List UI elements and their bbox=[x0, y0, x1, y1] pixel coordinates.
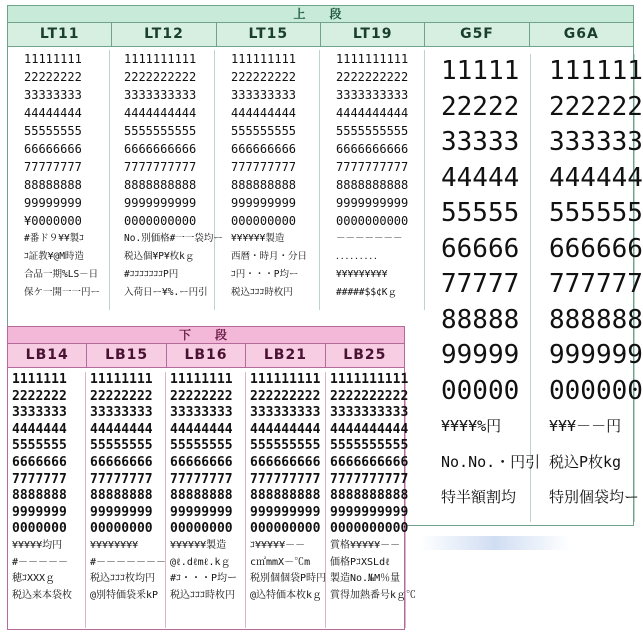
sample-line: 999999 bbox=[549, 340, 643, 370]
sample-line: 777777777 bbox=[250, 471, 321, 487]
sample-line: 特半額割均 bbox=[441, 488, 517, 506]
sample-line: 7777777777 bbox=[336, 160, 409, 174]
sample-line: #－－－－－ bbox=[12, 556, 69, 568]
sample-line: 55555555 bbox=[170, 438, 233, 454]
sample-line: 保ケ一開一一円ー bbox=[24, 287, 101, 298]
sample-line: 88888 bbox=[441, 304, 520, 335]
sample-line: 賞格¥¥¥¥¥－－ bbox=[330, 539, 401, 551]
sample-line: 555555 bbox=[549, 198, 643, 228]
sample-line: 8888888888 bbox=[124, 178, 197, 192]
sample-line: 999999999 bbox=[250, 504, 321, 520]
sample-line: ｺ¥¥¥¥¥－－ bbox=[250, 539, 306, 551]
sample-line: 税別個個袋P時円 bbox=[250, 573, 327, 585]
sample-line: 000000 bbox=[549, 375, 643, 406]
sample-line: 77777777 bbox=[90, 471, 153, 487]
sample-line: 2222222222 bbox=[330, 388, 409, 404]
sample-line: 111111111 bbox=[250, 372, 321, 387]
lower-header-row bbox=[8, 344, 404, 368]
sample-line: 6666666 bbox=[12, 454, 67, 470]
sample-line: 3333333333 bbox=[124, 88, 197, 102]
sample-line: ¥0000000 bbox=[24, 214, 82, 228]
sample-line: 賞得加熱番号kｇ℃ bbox=[330, 589, 417, 601]
sample-line: 55555555 bbox=[24, 124, 82, 138]
sample-line: ¥¥¥¥¥¥¥¥¥ bbox=[336, 269, 388, 280]
sample-line: 44444444 bbox=[90, 421, 153, 437]
sample-line: #－－－－－－－ bbox=[90, 556, 167, 568]
lower-panel bbox=[7, 326, 417, 630]
sample-line: ¥¥¥¥¥均円 bbox=[12, 539, 63, 551]
upper-header-row bbox=[8, 23, 633, 47]
sample-line: 44444444 bbox=[24, 106, 82, 120]
upper-title: 上 段 bbox=[8, 6, 633, 23]
font-sample-column bbox=[246, 372, 326, 628]
sample-line: 00000000 bbox=[90, 521, 153, 537]
sample-line: 8888888888 bbox=[330, 488, 409, 504]
sample-line: @ℓ.dℓmℓ.kｇ bbox=[170, 556, 231, 568]
column-header: LT11 bbox=[8, 23, 112, 46]
sample-line: 44444444 bbox=[170, 421, 233, 437]
sample-line: 7777777777 bbox=[330, 471, 409, 487]
sample-line: 99999 bbox=[441, 340, 520, 370]
sample-line: 11111111 bbox=[170, 372, 233, 387]
column-header: LT15 bbox=[217, 23, 321, 46]
sample-line: 88888888 bbox=[24, 178, 82, 192]
sample-line: 価格PｺXSLdℓ bbox=[330, 556, 390, 568]
sample-line: ¥¥¥¥¥¥製造 bbox=[170, 539, 227, 551]
sample-line: 4444444444 bbox=[124, 106, 197, 120]
sample-line: 555555555 bbox=[231, 124, 297, 138]
column-header: LB15 bbox=[87, 344, 166, 367]
sample-line: 777777777 bbox=[231, 160, 297, 174]
sample-line: 7777777 bbox=[12, 471, 67, 487]
font-sample-column bbox=[531, 54, 643, 522]
sample-line: 税込ｺｺｺ枚均円 bbox=[90, 573, 155, 585]
sample-line: 666666 bbox=[549, 233, 643, 264]
sample-line: 44444 bbox=[441, 162, 520, 193]
sample-line: ¥¥¥¥%円 bbox=[441, 417, 502, 435]
sample-line: 55555555 bbox=[90, 438, 153, 454]
sample-line: 666666666 bbox=[250, 454, 321, 470]
font-sample-column bbox=[166, 372, 246, 628]
sample-line: 88888888 bbox=[90, 488, 153, 504]
sample-line: 444444 bbox=[549, 162, 643, 193]
sample-line: 22222222 bbox=[170, 388, 233, 404]
sample-line: 222222222 bbox=[231, 70, 297, 84]
lower-title: 下 段 bbox=[8, 327, 404, 344]
sample-line: ¥¥¥¥¥¥製造 bbox=[231, 233, 285, 244]
sample-line: 西暦・時月・分日 bbox=[231, 251, 308, 262]
sample-line: 77777 bbox=[441, 269, 520, 299]
sample-line: 66666 bbox=[441, 233, 520, 264]
column-header: LB14 bbox=[8, 344, 87, 367]
sample-line: 333333333 bbox=[250, 405, 321, 421]
sample-line: 99999999 bbox=[90, 504, 153, 520]
sample-line: 555555555 bbox=[250, 438, 321, 454]
sample-line: ｺ円・・・P均ー bbox=[231, 269, 299, 280]
sample-line: 111111111 bbox=[231, 52, 297, 66]
sample-line: 0000000000 bbox=[330, 521, 409, 537]
font-sample-column bbox=[8, 50, 110, 310]
sample-line: 99999999 bbox=[24, 196, 82, 210]
sample-line: 税込ｺｺｺ時枚円 bbox=[170, 589, 235, 601]
sample-line: 11111111 bbox=[24, 52, 82, 66]
column-header: G6A bbox=[563, 26, 599, 42]
sample-line: 5555555555 bbox=[336, 124, 409, 138]
sample-line: 8888888888 bbox=[336, 178, 409, 192]
sample-line: 入荷日ー¥%.ー円引 bbox=[124, 287, 208, 298]
sample-line: 33333333 bbox=[90, 405, 153, 421]
font-sample-column bbox=[110, 50, 223, 310]
sample-line: 000000000 bbox=[231, 214, 297, 228]
sample-line: @別特価袋釆kP bbox=[90, 589, 159, 601]
sample-line: 777777 bbox=[549, 269, 643, 299]
sample-line: #番ド９¥¥製ｺ bbox=[24, 233, 84, 244]
sample-line: －－－－－－－ bbox=[336, 233, 403, 244]
sample-line: 111111 bbox=[549, 56, 643, 86]
sample-line: 合品一期%LS－日 bbox=[24, 269, 99, 280]
font-sample-column bbox=[320, 50, 425, 310]
sample-line: 0000000 bbox=[12, 521, 67, 537]
sample-line: 1111111111 bbox=[336, 52, 409, 66]
sample-line: 22222222 bbox=[24, 70, 82, 84]
sample-line: 4444444 bbox=[12, 421, 67, 437]
sample-line: ．．．．．．．．． bbox=[336, 251, 384, 262]
sample-line: 7777777777 bbox=[124, 160, 197, 174]
sample-line: 99999999 bbox=[170, 504, 233, 520]
sample-line: 0000000000 bbox=[336, 214, 409, 228]
font-sample-column bbox=[425, 54, 541, 522]
sample-line: 77777777 bbox=[170, 471, 233, 487]
sample-line: 00000 bbox=[441, 375, 520, 406]
sample-line: 33333333 bbox=[24, 88, 82, 102]
sample-line: 888888888 bbox=[231, 178, 297, 192]
sample-line: 9999999999 bbox=[124, 196, 197, 210]
sample-line: 特別個袋均ー bbox=[549, 488, 640, 506]
sample-line: 税込ｺｺｺ時枚円 bbox=[231, 287, 293, 298]
column-header: LT12 bbox=[112, 23, 216, 46]
sample-line: 33333 bbox=[441, 127, 520, 157]
sample-line: 6666666666 bbox=[336, 142, 409, 156]
sample-line: #####$$¢Kｇ bbox=[336, 287, 397, 298]
sample-line: 888888888 bbox=[250, 488, 321, 504]
column-header: LB25 bbox=[343, 347, 387, 363]
sample-line: 88888888 bbox=[170, 488, 233, 504]
sample-line: 33333333 bbox=[170, 405, 233, 421]
sample-line: ¥¥¥¥¥¥¥¥ bbox=[90, 539, 139, 551]
sample-line: 8888888 bbox=[12, 488, 67, 504]
sample-line: 222222222 bbox=[250, 388, 321, 404]
sample-line: 444444444 bbox=[231, 106, 297, 120]
sample-line: 税込来本袋枚 bbox=[12, 589, 72, 601]
sample-line: 5555555555 bbox=[124, 124, 197, 138]
sample-line: 3333333333 bbox=[336, 88, 409, 102]
sample-line: 6666666666 bbox=[330, 454, 409, 470]
sample-line: 66666666 bbox=[170, 454, 233, 470]
sample-line: 9999999999 bbox=[330, 504, 409, 520]
column-header: LB21 bbox=[246, 344, 325, 367]
font-sample-column bbox=[8, 372, 86, 628]
column-header: LT19 bbox=[321, 23, 425, 46]
sample-line: 2222222 bbox=[12, 388, 67, 404]
sample-line: 5555555 bbox=[12, 438, 67, 454]
sample-line: 税込P枚kg bbox=[549, 452, 622, 471]
sample-line: 0000000000 bbox=[124, 214, 197, 228]
sample-line: 9999999 bbox=[12, 504, 67, 520]
sample-line: 77777777 bbox=[24, 160, 82, 174]
sample-line: 11111111 bbox=[90, 372, 153, 387]
column-header: G5F bbox=[425, 23, 529, 46]
sample-line: 1111111 bbox=[12, 372, 67, 387]
sample-line: 333333 bbox=[549, 127, 643, 157]
sample-line: 1111111111 bbox=[330, 372, 409, 387]
sample-line: ｺ証教¥@M時造 bbox=[24, 251, 84, 262]
sample-line: 3333333333 bbox=[330, 405, 409, 421]
sample-line: c㎡mmX－℃m bbox=[250, 556, 311, 568]
sample-line: 66666666 bbox=[90, 454, 153, 470]
sample-line: 444444444 bbox=[250, 421, 321, 437]
sample-line: 穂ｺXXXｇ bbox=[12, 573, 56, 585]
sample-line: 6666666666 bbox=[124, 142, 197, 156]
sample-line: 4444444444 bbox=[336, 106, 409, 120]
sample-line: 製造No.№M％量 bbox=[330, 573, 401, 585]
sample-line: 22222222 bbox=[90, 388, 153, 404]
sample-line: 2222222222 bbox=[336, 70, 409, 84]
sample-line: #ｺ・・・P均ー bbox=[170, 573, 238, 585]
sample-line: 11111 bbox=[441, 56, 520, 86]
column-header: LB16 bbox=[167, 344, 246, 367]
font-sample-column bbox=[215, 50, 320, 310]
sample-line: 999999999 bbox=[231, 196, 297, 210]
sample-line: 税込個¥P¥枚kｇ bbox=[124, 251, 195, 262]
sample-line: ¥¥¥－－円 bbox=[549, 417, 622, 435]
sample-line: 3333333 bbox=[12, 405, 67, 421]
sample-line: No.No.・円引 bbox=[441, 452, 541, 471]
sample-line: 2222222222 bbox=[124, 70, 197, 84]
sample-line: 4444444444 bbox=[330, 421, 409, 437]
sample-line: 5555555555 bbox=[330, 438, 409, 454]
sample-line: 666666666 bbox=[231, 142, 297, 156]
sample-line: No.別価格#一一袋均ー bbox=[124, 233, 223, 244]
font-sample-column bbox=[326, 372, 417, 628]
sample-line: 888888 bbox=[549, 304, 643, 335]
sample-line: 9999999999 bbox=[336, 196, 409, 210]
sample-line: 22222 bbox=[441, 91, 520, 122]
sample-line: 1111111111 bbox=[124, 52, 197, 66]
sample-line: #ｺｺｺｺｺｺｺP円 bbox=[124, 269, 179, 280]
sample-line: 55555 bbox=[441, 198, 520, 228]
sample-line: 333333333 bbox=[231, 88, 297, 102]
sample-line: 000000000 bbox=[250, 521, 321, 537]
decorative-glow bbox=[420, 536, 570, 550]
sample-line: 00000000 bbox=[170, 521, 233, 537]
sample-line: 66666666 bbox=[24, 142, 82, 156]
font-sample-column bbox=[86, 372, 166, 628]
sample-line: 222222 bbox=[549, 91, 643, 122]
sample-line: @込特価本枚kｇ bbox=[250, 589, 323, 601]
